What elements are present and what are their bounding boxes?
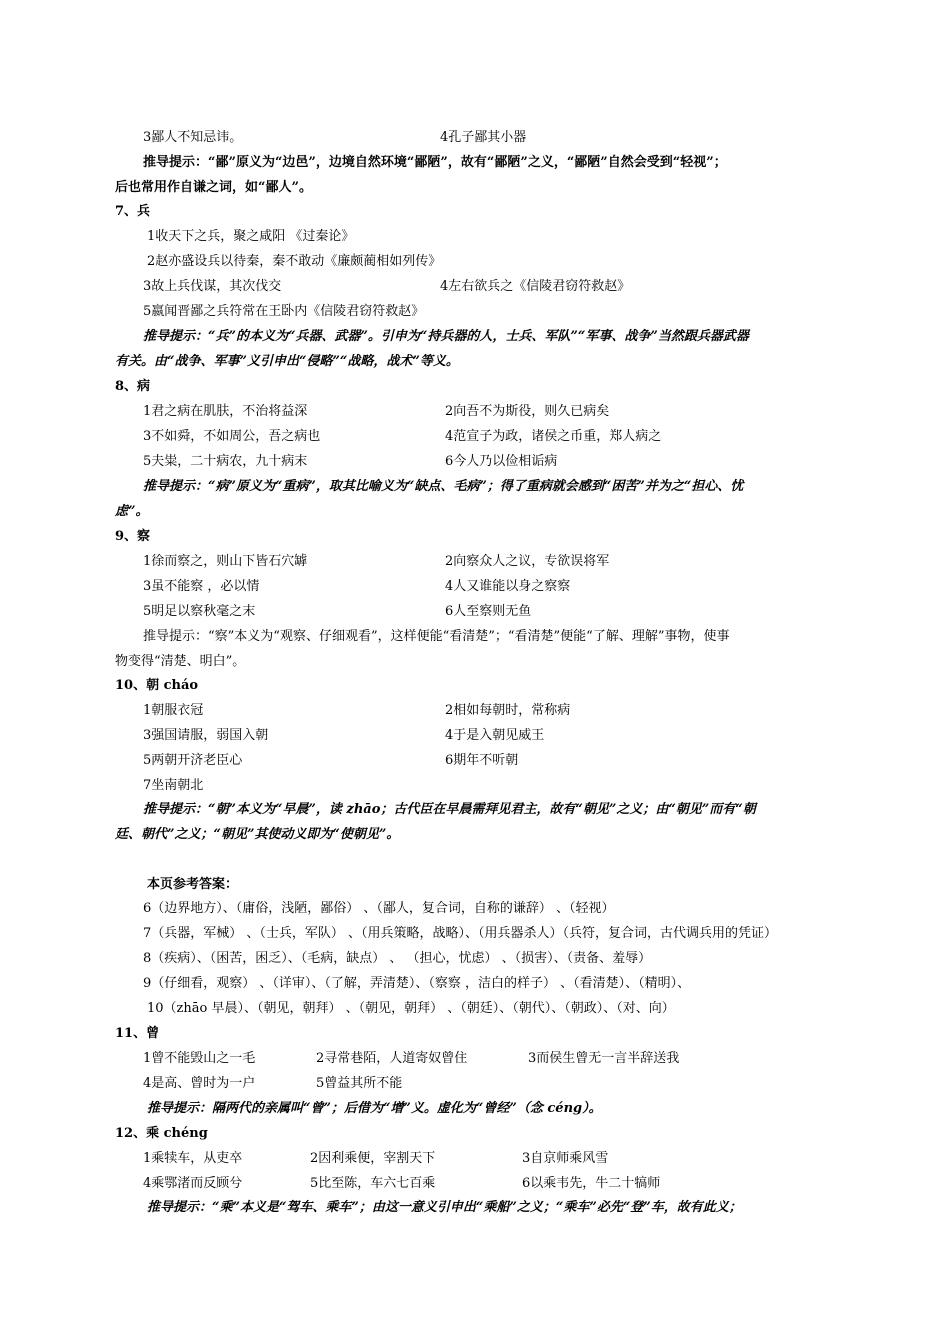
answer-text: 6（边界地方）、（庸俗，浅陋，鄙俗） 、（鄙人，复合词，自称的谦辞） 、（轻视） (143, 901, 615, 916)
example-text: 3故上兵伐谋，其次伐交 (143, 279, 282, 294)
answer-text: 7（兵器，军械） 、（士兵，军队） 、（用兵策略，战略）、（用兵器杀人）（兵符，复合词，古代调兵用的凭证） (143, 926, 778, 941)
hint-text: 推导提示：“病”原义为“重病”，取其比喻义为“缺点、毛病”；得了重病就会感到“困苦”并为之“担心、忧 (143, 479, 744, 494)
section-title: 8、病 (115, 379, 151, 394)
example-text: 6以乘韦先，牛二十犒师 (522, 1176, 661, 1191)
example-text: 2向察众人之议，专欲误将军 (445, 554, 610, 569)
hint-text: 物变得“清楚、明白”。 (115, 654, 246, 669)
section-title: 9、察 (115, 529, 151, 544)
hint-text: 推导提示：“乘”本义是“驾车、乘车”；由这一意义引申出“乘船”之义；“乘车”必先“登”车，故有此义； (147, 1200, 742, 1215)
section-title: 7、兵 (115, 204, 151, 219)
example-text: 2因利乘便，宰割天下 (310, 1151, 436, 1166)
hint-text: 后也常用作自谦之词，如“鄙人”。 (115, 180, 312, 195)
example-text: 4范宣子为政，诸侯之币重，郑人病之 (445, 429, 662, 444)
example-text: 1徐而察之，则山下皆石穴罅 (143, 554, 308, 569)
answers-title: 本页参考答案： (147, 877, 239, 892)
example-text: 3强国请服，弱国入朝 (143, 728, 269, 743)
hint-text: 推导提示：“鄙”原义为“边邑”，边境自然环境“鄙陋”，故有“鄙陋”之义，“鄙陋”自然会受到“轻视”； (143, 155, 727, 170)
example-text: 5比至陈，车六七百乘 (310, 1176, 436, 1191)
example-text: 4孔子鄙其小器 (440, 130, 527, 145)
example-text: 5明足以察秋毫之末 (143, 604, 256, 619)
hint-text: 推导提示：“察”本义为“观察、仔细观看”，这样便能“看清楚”；“看清楚”便能“了解、理解”事物，使事 (143, 629, 730, 644)
example-text: 4乘鄂渚而反顾兮 (143, 1176, 243, 1191)
example-text: 2向吾不为斯役，则久已病矣 (445, 404, 610, 419)
example-text: 1君之病在肌肤，不治将益深 (143, 404, 308, 419)
answer-text: 8（疾病）、（困苦，困乏）、（毛病，缺点） 、 （担心，忧虑） 、（损害）、（责备、羞辱） (143, 951, 652, 966)
hint-text: 虑”。 (115, 504, 149, 519)
example-text: 4于是入朝见威王 (445, 728, 545, 743)
example-text: 2赵亦盛设兵以待秦，秦不敢动《廉颇蔺相如列传》 (147, 254, 442, 269)
example-text: 3鄙人不知忌讳。 (143, 130, 243, 145)
section-title: 10、朝 cháo (115, 678, 199, 693)
hint-text: 推导提示：“兵”的本义为“兵器、武器”。引申为“持兵器的人，士兵、军队”“军事、战争”当然跟兵器武器 (143, 329, 749, 344)
example-text: 1朝服衣冠 (143, 703, 204, 718)
example-text: 4人又谁能以身之察察 (445, 579, 571, 594)
hint-text: 推导提示：“朝”本义为“早晨”，读 zhāo；古代臣在早晨需拜见君主，故有“朝见”之义；由“朝见”而有“朝 (143, 802, 756, 817)
example-text: 6今人乃以俭相诟病 (445, 454, 558, 469)
hint-text: 廷、朝代”之义；“朝见”其使动义即为“使朝见”。 (115, 827, 400, 842)
example-text: 4是高、曾时为一户 (143, 1076, 256, 1091)
section-title: 11、曾 (115, 1026, 160, 1041)
example-text: 1收天下之兵，聚之咸阳 《过秦论》 (147, 229, 355, 244)
example-text: 3自京师乘风雪 (522, 1151, 609, 1166)
example-text: 3不如舜，不如周公，吾之病也 (143, 429, 321, 444)
example-text: 5曾益其所不能 (316, 1076, 403, 1091)
example-text: 3而侯生曾无一言半辞送我 (528, 1051, 680, 1066)
example-text: 1乘犊车，从吏卒 (143, 1151, 243, 1166)
example-text: 6期年不听朝 (445, 753, 519, 768)
hint-text: 有关。由“战争、军事”义引申出“侵略”“战略，战术”等义。 (115, 354, 459, 369)
example-text: 6人至察则无鱼 (445, 604, 532, 619)
answer-text: 10（zhāo 早晨）、（朝见，朝拜） 、（朝见，朝拜） 、（朝廷）、（朝代）、（朝政）、（对、向） (147, 1001, 675, 1016)
example-text: 3虽不能察 ，必以情 (143, 579, 260, 594)
example-text: 5两朝开济老臣心 (143, 753, 243, 768)
answer-text: 9（仔细看，观察） 、（详审）、（了解，弄清楚）、（察察 ，洁白的样子） 、（看清楚）、（精明）、 (143, 976, 691, 991)
example-text: 1曾不能毁山之一毛 (143, 1051, 256, 1066)
example-text: 2相如每朝时，常称病 (445, 703, 571, 718)
hint-text: 推导提示：隔两代的亲属叫“曾”；后借为“增”义。虚化为“曾经”（念 céng）。 (147, 1101, 602, 1116)
section-title: 12、乘 chéng (115, 1126, 208, 1141)
example-text: 2寻常巷陌，人道寄奴曾住 (316, 1051, 468, 1066)
example-text: 5夫粜，二十病农，九十病末 (143, 454, 308, 469)
example-text: 5嬴闻晋鄙之兵符常在王卧内《信陵君窃符救赵》 (143, 304, 425, 319)
example-text: 4左右欲兵之《信陵君窃符救赵》 (440, 279, 631, 294)
example-text: 7坐南朝北 (143, 778, 204, 793)
